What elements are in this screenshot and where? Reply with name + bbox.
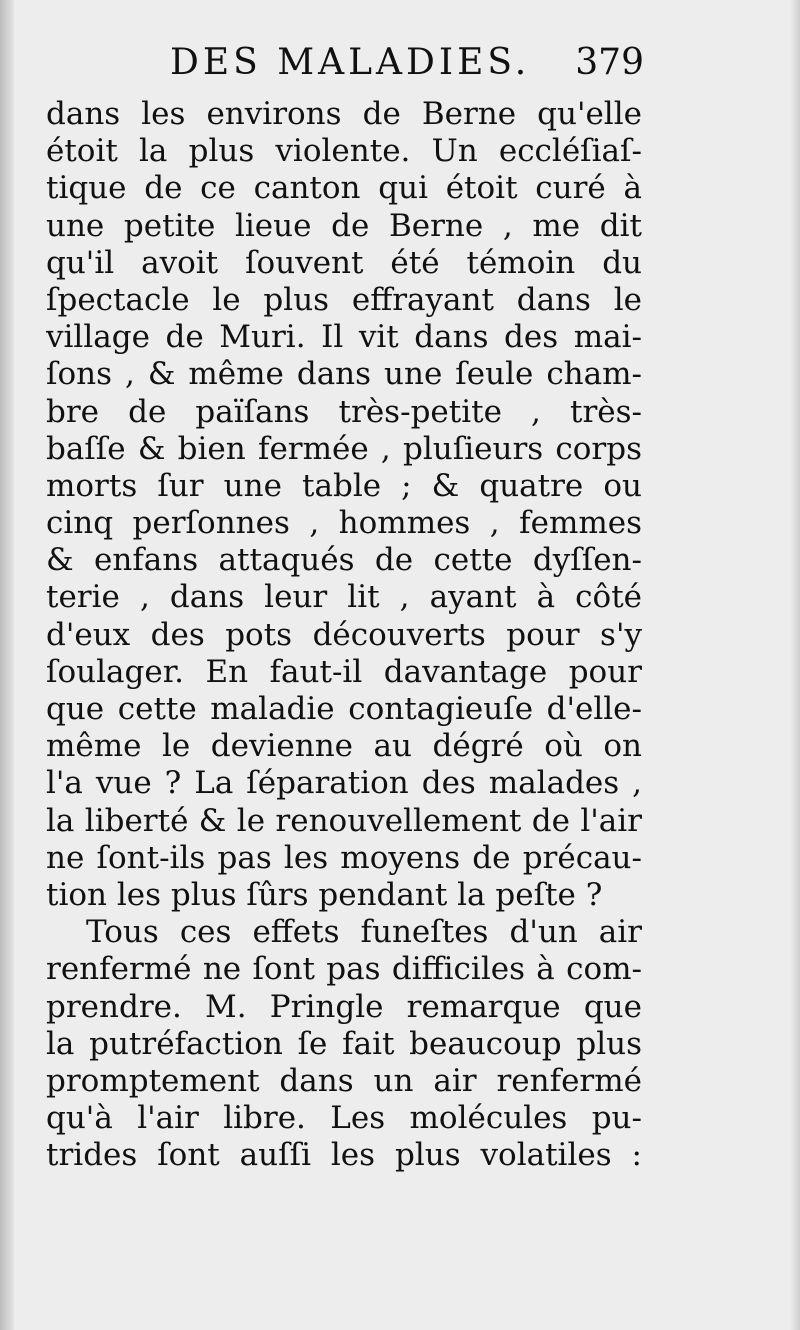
text-line: morts ſur une table ; & quatre ou xyxy=(46,467,642,504)
page-header xyxy=(130,42,650,96)
body-text xyxy=(46,96,642,1174)
page-number: 379 xyxy=(575,42,644,83)
text-line: Tous ces effets funeſtes d'un air xyxy=(86,914,642,951)
text-line: tion les plus ſûrs pendant la peſte ? xyxy=(46,876,603,913)
text-line: ſoulager. En faut-il davantage pour xyxy=(46,653,642,690)
text-line: ſons , & même dans une ſeule cham- xyxy=(46,356,642,393)
text-line: la liberté & le renouvellement de l'air xyxy=(46,802,642,839)
text-line: qu'à l'air libre. Les molécules pu- xyxy=(46,1100,642,1137)
text-line: village de Muri. Il vit dans des mai- xyxy=(46,319,642,356)
text-line: renfermé ne ſont pas difficiles à com- xyxy=(46,951,642,988)
text-line: terie , dans leur lit , ayant à côté xyxy=(46,579,642,616)
text-line: cinq perſonnes , hommes , femmes xyxy=(46,505,642,542)
text-line: ſpectacle le plus effrayant dans le xyxy=(46,281,642,318)
page-edge xyxy=(790,0,800,1330)
text-line: tique de ce canton qui étoit curé à xyxy=(46,170,642,207)
text-line: bre de païſans très-petite , très- xyxy=(46,393,642,430)
text-line: qu'il avoit ſouvent été témoin du xyxy=(46,244,642,281)
text-line: & enfans attaqués de cette dyſſen- xyxy=(46,542,642,579)
text-line: prendre. M. Pringle remarque que xyxy=(46,988,642,1025)
text-line: ne ſont-ils pas les moyens de précau- xyxy=(46,839,642,876)
text-line: l'a vue ? La ſéparation des malades , xyxy=(46,765,642,802)
text-line: baſſe & bien fermée , pluſieurs corps xyxy=(46,430,642,467)
text-line: promptement dans un air renfermé xyxy=(46,1062,642,1099)
text-line: une petite lieue de Berne , me dit xyxy=(46,207,642,244)
text-line: étoit la plus violente. Un eccléſiaſ- xyxy=(46,133,642,170)
text-line: la putréfaction ſe fait beaucoup plus xyxy=(46,1025,642,1062)
text-line: même le devienne au dégré où on xyxy=(46,728,642,765)
page-gutter-shadow xyxy=(0,0,14,1330)
running-title: DES MALADIES. xyxy=(170,42,531,83)
text-line: que cette maladie contagieuſe d'elle- xyxy=(46,691,642,727)
text-line: trides ſont auſſi les plus volatiles : xyxy=(46,1137,642,1174)
text-line: dans les environs de Berne qu'elle xyxy=(46,96,642,132)
text-line: d'eux des pots découverts pour s'y xyxy=(46,616,642,653)
